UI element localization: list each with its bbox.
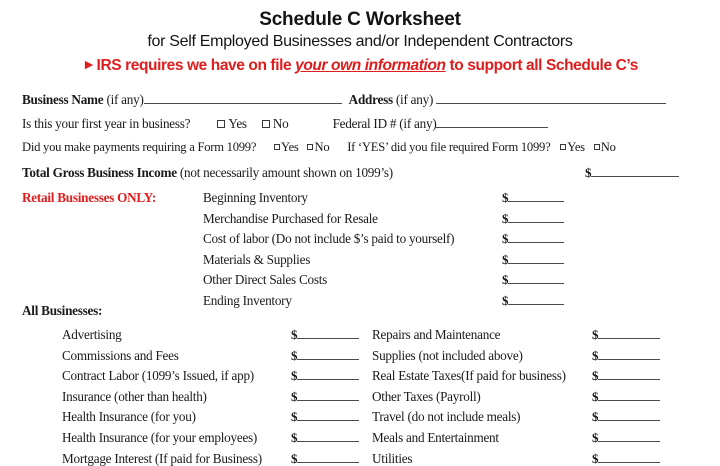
expense-left-item-input[interactable] [297, 451, 359, 463]
business-name-input[interactable] [144, 92, 342, 104]
form-1099-yes-option[interactable] [274, 140, 299, 155]
currency-symbol: $ [291, 389, 298, 404]
first-year-no-option[interactable] [262, 116, 289, 131]
form-1099-followup-yes-option[interactable] [560, 140, 585, 155]
expense-left-item-amount [291, 430, 359, 445]
retail-section-label: Retail Businesses ONLY: [22, 190, 156, 205]
expense-right-item-amount [592, 327, 660, 342]
form-1099-followup-no-option[interactable] [594, 140, 616, 155]
expense-right-item-amount [592, 430, 660, 445]
checkbox-icon[interactable] [262, 120, 270, 128]
address-note: (if any) [395, 92, 434, 107]
expense-left-item-input[interactable] [297, 348, 359, 360]
currency-symbol: $ [291, 409, 298, 424]
retail-item-input[interactable] [508, 272, 564, 284]
expense-right-item-label: Supplies (not included above) [372, 348, 523, 363]
retail-item-input[interactable] [508, 190, 564, 202]
all-businesses-section-label: All Businesses: [22, 303, 103, 318]
retail-item-label: Merchandise Purchased for Resale [203, 211, 378, 226]
retail-item-amount [502, 293, 564, 308]
expense-right-item-input[interactable] [598, 368, 660, 380]
irs-notice-banner [0, 56, 720, 76]
expense-left-item-amount [291, 451, 359, 466]
currency-symbol: $ [592, 348, 599, 363]
currency-symbol: $ [291, 430, 298, 445]
retail-item-amount [502, 190, 564, 205]
expense-left-item-label: Health Insurance (for you) [62, 409, 196, 424]
first-year-yes-label: Yes [228, 116, 247, 131]
expense-right-item-label: Meals and Entertainment [372, 430, 499, 445]
retail-item-label: Beginning Inventory [203, 190, 308, 205]
expense-right-item-label: Real Estate Taxes(If paid for business) [372, 368, 566, 383]
expense-right-item-label: Other Taxes (Payroll) [372, 389, 481, 404]
expense-right-item-input[interactable] [598, 389, 660, 401]
expense-right-item-input[interactable] [598, 409, 660, 421]
form-1099-yes-label: Yes [281, 140, 299, 154]
currency-symbol: $ [291, 451, 298, 466]
irs-notice-suffix: to support all Schedule C’s [445, 57, 638, 74]
currency-symbol: $ [502, 272, 509, 287]
currency-symbol: $ [585, 165, 592, 180]
expense-right-item-amount [592, 409, 660, 424]
currency-symbol: $ [502, 293, 509, 308]
retail-item-amount [502, 211, 564, 226]
expense-right-item-input[interactable] [598, 430, 660, 442]
document-subtitle: for Self Employed Businesses and/or Independent Contractors [147, 33, 573, 50]
form-1099-followup-no-label: No [600, 140, 616, 154]
federal-id-input[interactable] [436, 116, 548, 128]
triangle-right-icon: ► [82, 56, 96, 72]
expense-left-item-input[interactable] [297, 327, 359, 339]
expense-left-item-input[interactable] [297, 389, 359, 401]
expense-right-item-label: Repairs and Maintenance [372, 327, 501, 342]
checkbox-icon[interactable] [594, 144, 600, 150]
form-1099-followup-yes-label: Yes [567, 140, 585, 154]
expense-left-item-label: Health Insurance (for your employees) [62, 430, 258, 445]
irs-notice-prefix: IRS requires we have on file [96, 57, 296, 74]
expense-right-item-input[interactable] [598, 348, 660, 360]
currency-symbol: $ [592, 389, 599, 404]
federal-id-label: Federal ID # (if any) [332, 116, 437, 131]
first-year-yes-option[interactable] [217, 116, 246, 131]
currency-symbol: $ [592, 451, 599, 466]
expense-left-item-input[interactable] [297, 368, 359, 380]
checkbox-icon[interactable] [560, 144, 566, 150]
retail-item-amount [502, 252, 564, 267]
gross-income-note: (not necessarily amount shown on 1099’s) [179, 165, 393, 180]
irs-notice-emphasis: your own information [295, 57, 446, 74]
currency-symbol: $ [291, 368, 298, 383]
expense-left-item-label: Insurance (other than health) [62, 389, 207, 404]
retail-item-amount [502, 231, 564, 246]
currency-symbol: $ [592, 327, 599, 342]
business-name-note: (if any) [106, 92, 144, 107]
expense-left-item-label: Advertising [62, 327, 122, 342]
retail-item-label: Cost of labor (Do not include $’s paid to yourself) [203, 231, 455, 246]
currency-symbol: $ [592, 430, 599, 445]
retail-item-label: Ending Inventory [203, 293, 292, 308]
retail-item-input[interactable] [508, 211, 564, 223]
expense-right-item-amount [592, 451, 660, 466]
checkbox-icon[interactable] [217, 120, 225, 128]
currency-symbol: $ [592, 409, 599, 424]
form-1099-no-option[interactable] [307, 140, 329, 155]
expense-right-item-label: Travel (do not include meals) [372, 409, 521, 424]
retail-item-input[interactable] [508, 293, 564, 305]
currency-symbol: $ [291, 348, 298, 363]
gross-income-input[interactable] [591, 165, 679, 177]
expense-left-item-label: Contract Labor (1099’s Issued, if app) [62, 368, 254, 383]
first-year-no-label: No [272, 116, 289, 131]
expense-left-item-amount [291, 389, 359, 404]
currency-symbol: $ [502, 231, 509, 246]
expense-left-item-input[interactable] [297, 409, 359, 421]
address-input[interactable] [436, 92, 666, 104]
business-name-label: Business Name [22, 92, 104, 107]
expense-left-item-amount [291, 368, 359, 383]
retail-item-input[interactable] [508, 231, 564, 243]
expense-right-item-input[interactable] [598, 327, 660, 339]
expense-right-item-input[interactable] [598, 451, 660, 463]
expense-right-item-label: Utilities [372, 451, 413, 466]
retail-item-label: Other Direct Sales Costs [203, 272, 328, 287]
currency-symbol: $ [291, 327, 298, 342]
expense-left-item-label: Mortgage Interest (If paid for Business) [62, 451, 262, 466]
currency-symbol: $ [502, 211, 509, 226]
expense-left-item-amount [291, 327, 359, 342]
expense-left-item-input[interactable] [297, 430, 359, 442]
form-1099-row [22, 140, 616, 155]
gross-income-amount [585, 165, 679, 180]
expense-right-item-amount [592, 348, 660, 363]
form-1099-no-label: No [314, 140, 330, 154]
retail-item-input[interactable] [508, 252, 564, 264]
expense-right-item-amount [592, 368, 660, 383]
currency-symbol: $ [502, 190, 509, 205]
checkbox-icon[interactable] [307, 144, 313, 150]
business-name-row [22, 92, 666, 107]
checkbox-icon[interactable] [274, 144, 280, 150]
gross-income-row [22, 165, 393, 180]
address-label: Address [348, 92, 393, 107]
form-1099-followup-question: If ‘YES’ did you file required Form 1099? [347, 140, 551, 154]
expense-left-item-amount [291, 348, 359, 363]
page-title: Schedule C Worksheet [259, 9, 461, 30]
first-year-question: Is this your first year in business? [22, 116, 191, 131]
currency-symbol: $ [592, 368, 599, 383]
expense-right-item-amount [592, 389, 660, 404]
document-header [0, 0, 720, 76]
expense-left-item-amount [291, 409, 359, 424]
currency-symbol: $ [502, 252, 509, 267]
gross-income-label: Total Gross Business Income [22, 165, 177, 180]
retail-item-amount [502, 272, 564, 287]
retail-item-label: Materials & Supplies [203, 252, 311, 267]
first-year-row [22, 116, 548, 131]
form-1099-question: Did you make payments requiring a Form 1099? [22, 140, 257, 154]
expense-left-item-label: Commissions and Fees [62, 348, 179, 363]
